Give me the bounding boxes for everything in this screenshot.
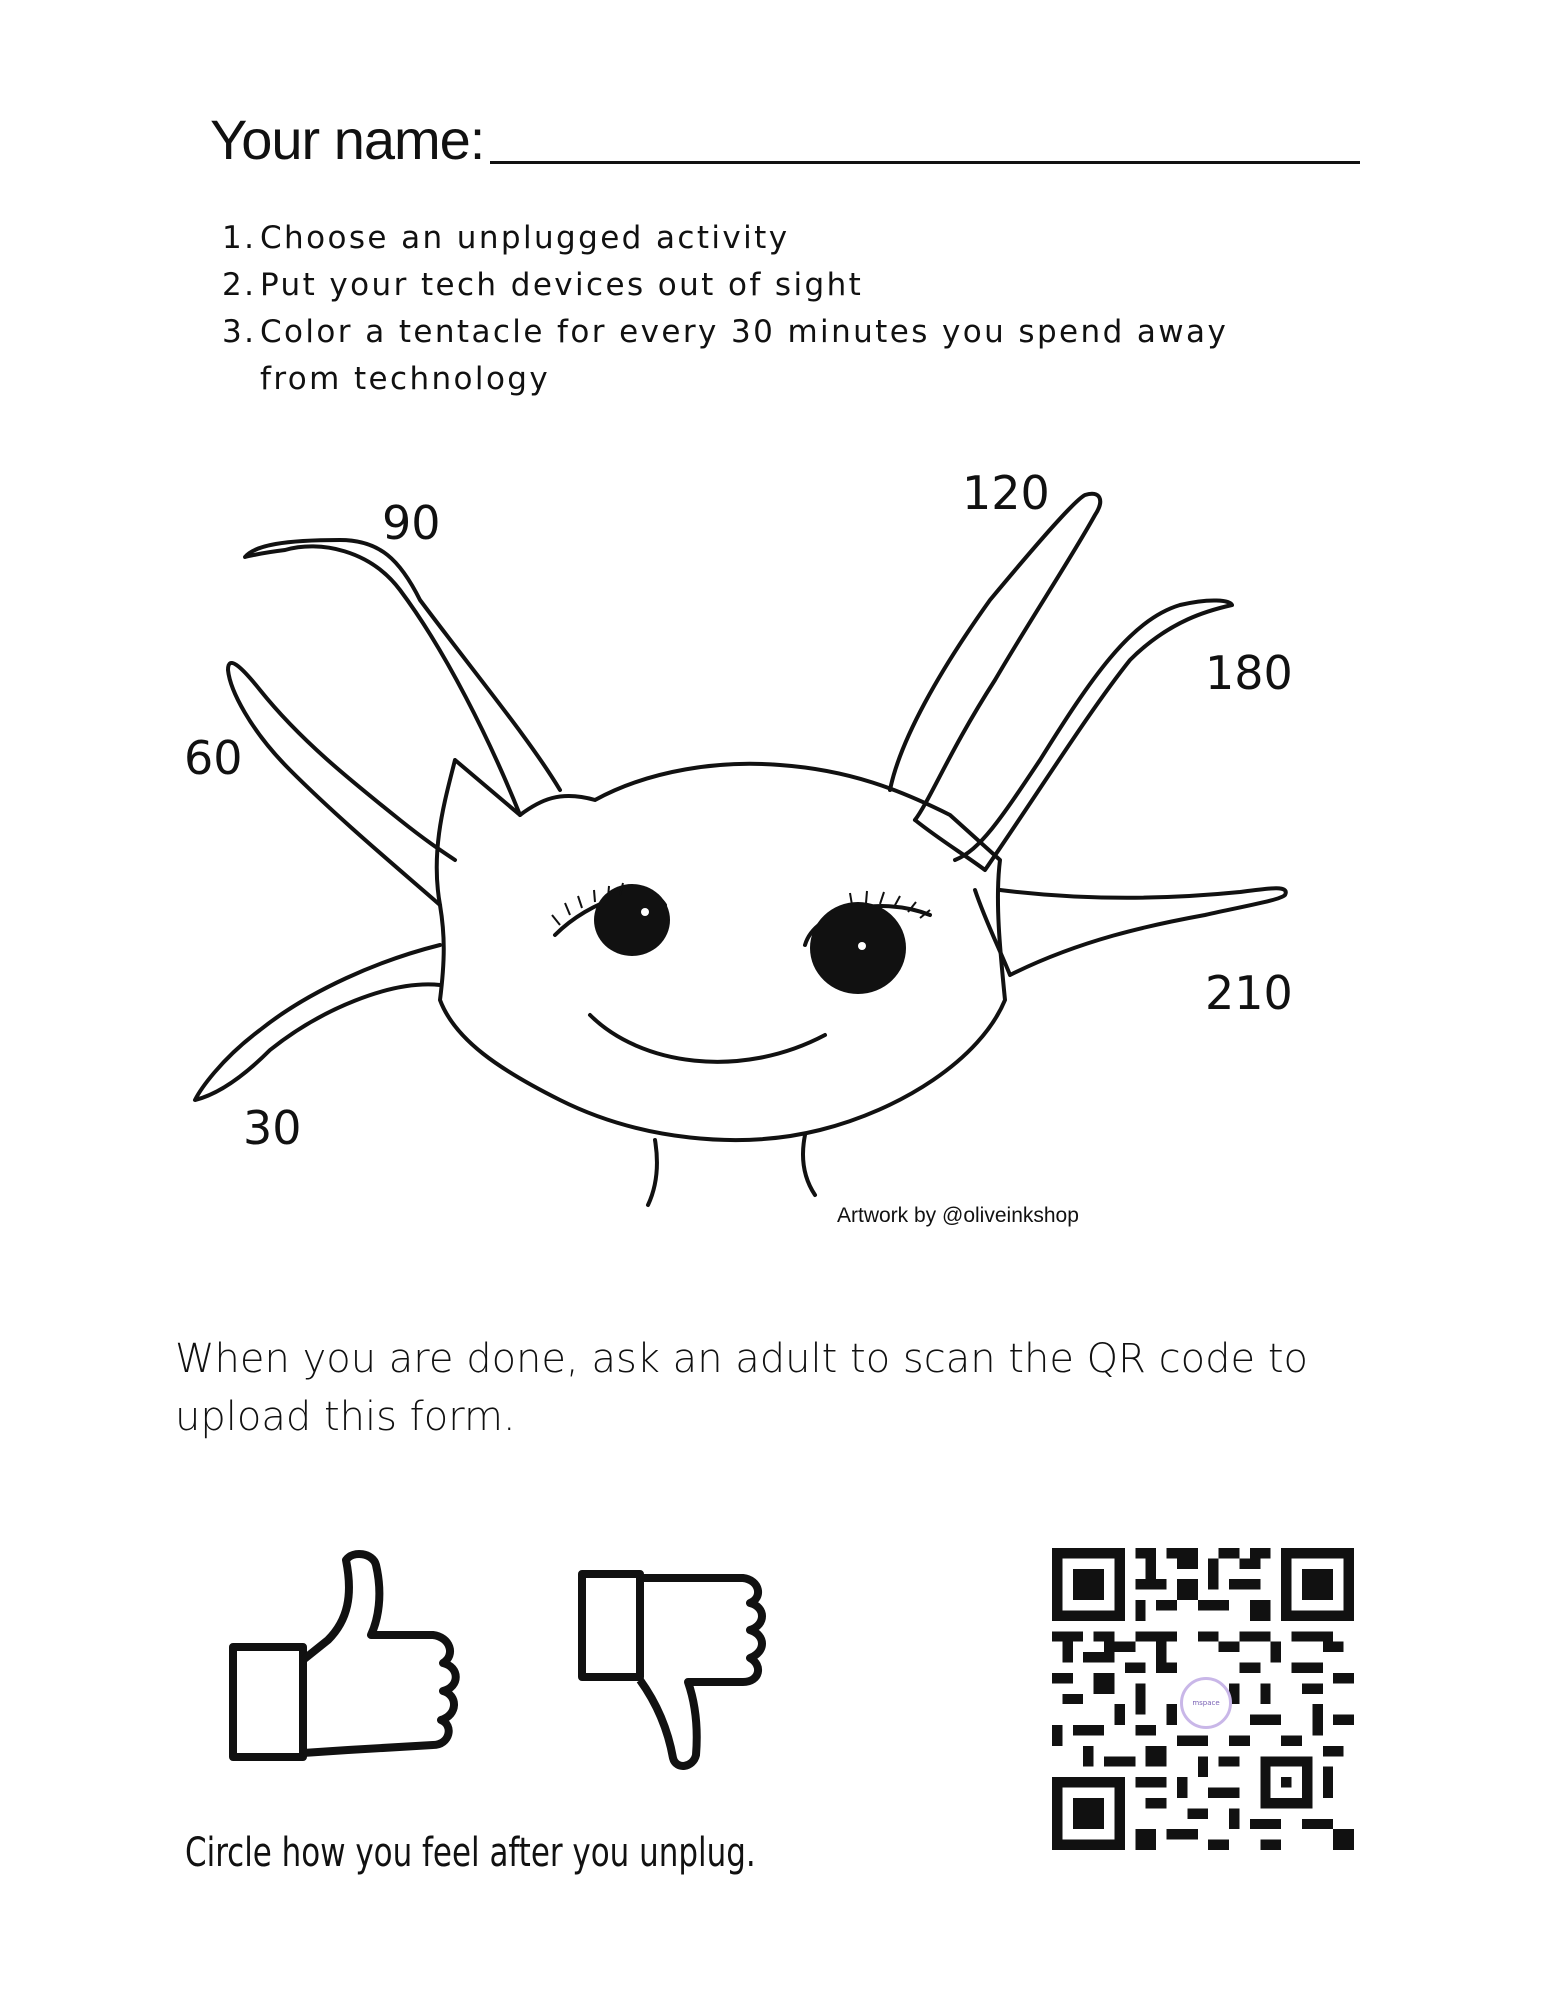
neck-right (803, 1135, 815, 1195)
tentacle-label-120: 120 (962, 466, 1050, 520)
instruction-number: 1. (222, 220, 257, 256)
tentacle-label-210: 210 (1205, 966, 1293, 1020)
tentacle-label-180: 180 (1205, 646, 1293, 700)
instruction-number: 2. (222, 267, 257, 303)
instruction-text: Put your tech devices out of sight (260, 267, 864, 303)
tentacle-30 (195, 945, 440, 1100)
qr-center-logo: mspace (1180, 1677, 1232, 1729)
tentacle-120 (890, 494, 1100, 820)
instruction-number: 3. (222, 314, 257, 350)
right-eye (810, 902, 906, 994)
instruction-text: Color a tentacle for every 30 minutes you spend away from technology (260, 314, 1229, 397)
tentacle-label-60: 60 (184, 731, 243, 785)
tentacle-label-90: 90 (382, 496, 441, 550)
completion-instructions: When you are done, ask an adult to scan the QR code to upload this form. (175, 1336, 1308, 1440)
tentacle-label-30: 30 (243, 1101, 302, 1155)
left-eye (594, 884, 670, 956)
axolotl-head (437, 760, 1005, 1140)
thumbs-down-icon[interactable] (582, 1574, 762, 1766)
tentacle-210 (975, 888, 1286, 975)
instruction-text: Choose an unplugged activity (260, 220, 790, 256)
tentacle-60 (228, 663, 455, 905)
name-label: Your name: (210, 108, 485, 171)
artwork-credit: Artwork by @oliveinkshop (837, 1204, 1079, 1227)
smile (590, 1015, 825, 1062)
feeling-prompt: Circle how you feel after you unplug. (185, 1830, 756, 1876)
thumbs-up-icon[interactable] (228, 1545, 468, 1785)
neck-left (648, 1140, 657, 1205)
